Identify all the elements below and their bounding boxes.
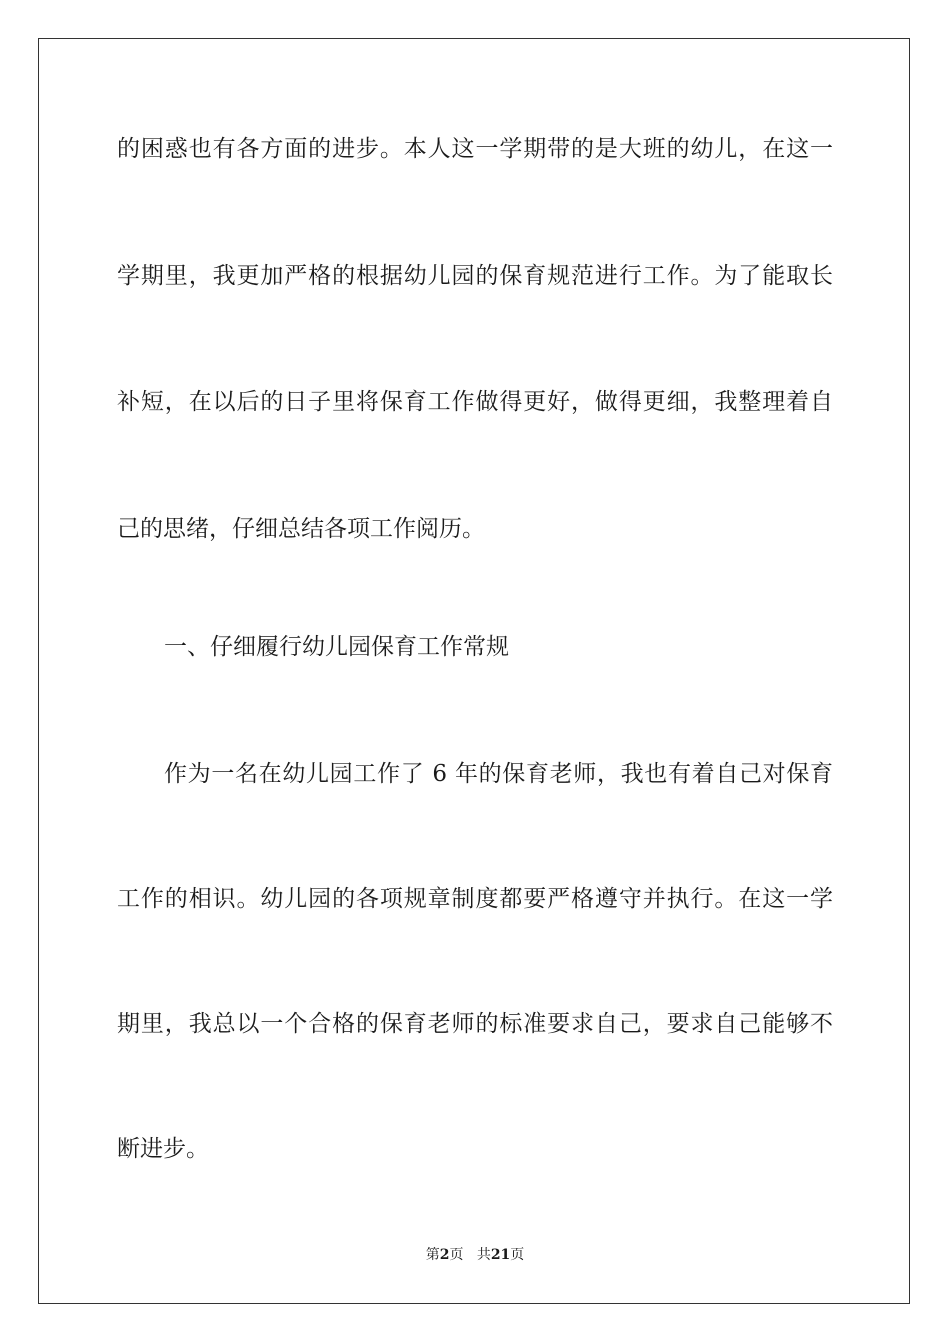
paragraph-line-4: 己的思绪，仔细总结各项工作阅历。 <box>117 516 485 542</box>
paragraph-line-8: 断进步。 <box>117 1136 209 1162</box>
paragraph-line-6: 工作的相识。幼儿园的各项规章制度都要严格遵守并执行。在这一学 <box>117 886 833 912</box>
page-number-suffix: 页 <box>449 1247 464 1263</box>
page-number-prefix: 第 <box>425 1247 440 1263</box>
page-total-prefix: 共 <box>476 1247 491 1263</box>
paragraph-line-5: 作为一名在幼儿园工作了 6 年的保育老师，我也有着自己对保育 <box>164 761 833 787</box>
paragraph-line-7: 期里，我总以一个合格的保育老师的标准要求自己，要求自己能够不 <box>117 1011 833 1037</box>
page-frame <box>38 38 910 1304</box>
page-total-count: 21 <box>490 1247 511 1263</box>
page-footer <box>0 1245 950 1265</box>
page-total-suffix: 页 <box>510 1247 525 1263</box>
paragraph-line-3: 补短，在以后的日子里将保育工作做得更好，做得更细，我整理着自 <box>117 389 833 415</box>
paragraph-line-2: 学期里，我更加严格的根据幼儿园的保育规范进行工作。为了能取长 <box>117 263 833 289</box>
page-number-current: 2 <box>439 1247 450 1263</box>
section-heading: 一、仔细履行幼儿园保育工作常规 <box>164 634 509 660</box>
paragraph-line-1: 的困惑也有各方面的进步。本人这一学期带的是大班的幼儿，在这一 <box>117 136 833 162</box>
